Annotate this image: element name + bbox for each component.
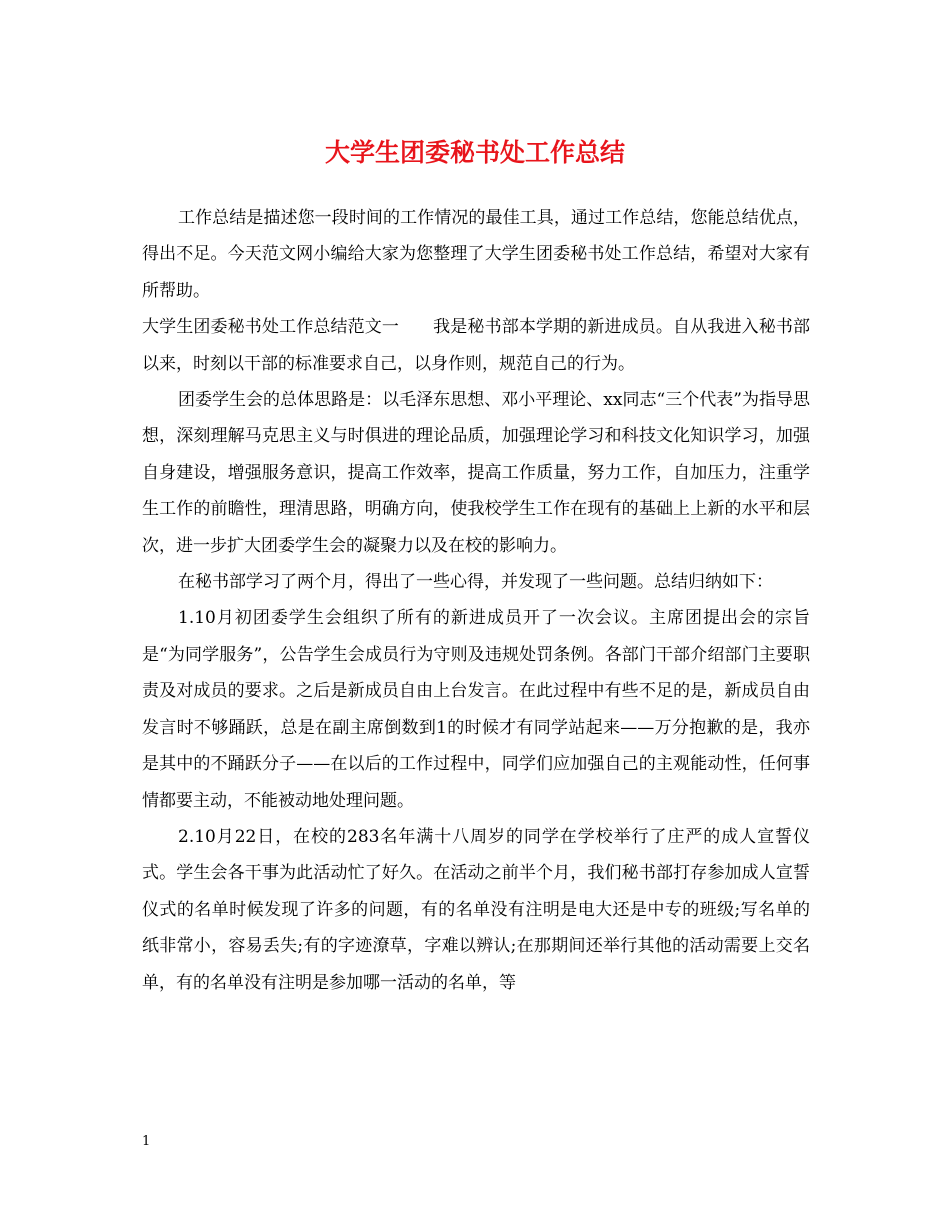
section-heading-paragraph [142, 309, 810, 382]
page-number: 1 [142, 1134, 151, 1149]
body-paragraph-2: 在秘书部学习了两个月，得出了一些心得，并发现了一些问题。总结归纳如下： [178, 572, 773, 593]
section-heading-label: 大学生团委秘书处工作总结范文一 [142, 317, 400, 338]
body-paragraph-4: 2.10月22日，在校的283名年满十八周岁的同学在学校举行了庄严的成人宣誓仪式。学生会各干事为此活动忙了好久。在活动之前半个月，我们秘书部打存参加成人宣誓仪式的名单时候发现了许多的问题，有的名单没有注明是电大还是中专的班级;写名单的纸非常小，容易丢失;有的字迹潦草，字难以辨认;在那期间还举行其他的活动需要上交名单，有的名单没有注明是参加哪一活动的名单，等 [142, 826, 810, 993]
section-heading-text: 我是秘书部本学期的新进成员。自从我进入秘书部以来，时刻以干部的标准要求自己，以身作则，规范自己的行为。 [142, 317, 811, 374]
body-paragraph-1: 团委学生会的总体思路是：以毛泽东思想、邓小平理论、xx同志“三个代表”为指导思想，深刻理解马克思主义与时俱进的理论品质，加强理论学习和科技文化知识学习，加强自身建设，增强服务意识，提高工作效率，提高工作质量，努力工作，自加压力，注重学生工作的前瞻性，理清思路，明确方向，使我校学生工作在现有的基础上上新的水平和层次，进一步扩大团委学生会的凝聚力以及在校的影响力。 [142, 390, 810, 556]
intro-paragraph: 工作总结是描述您一段时间的工作情况的最佳工具，通过工作总结，您能总结优点，得出不足。今天范文网小编给大家为您整理了大学生团委秘书处工作总结，希望对大家有所帮助。 [142, 208, 810, 301]
body-paragraph-3: 1.10月初团委学生会组织了所有的新进成员开了一次会议。主席团提出会的宗旨是“为同学服务”，公告学生会成员行为守则及违规处罚条例。各部门干部介绍部门主要职责及对成员的要求。之后是新成员自由上台发言。在此过程中有些不足的是，新成员自由发言时不够踊跃，总是在副主席倒数到1的时候才有同学站起来——万分抱歉的是，我亦是其中的不踊跃分子——在以后的工作过程中，同学们应加强自己的主观能动性，任何事情都要主动，不能被动地处理问题。 [142, 608, 810, 811]
document-body [142, 200, 810, 1001]
document-title: 大学生团委秘书处工作总结 [324, 138, 625, 167]
